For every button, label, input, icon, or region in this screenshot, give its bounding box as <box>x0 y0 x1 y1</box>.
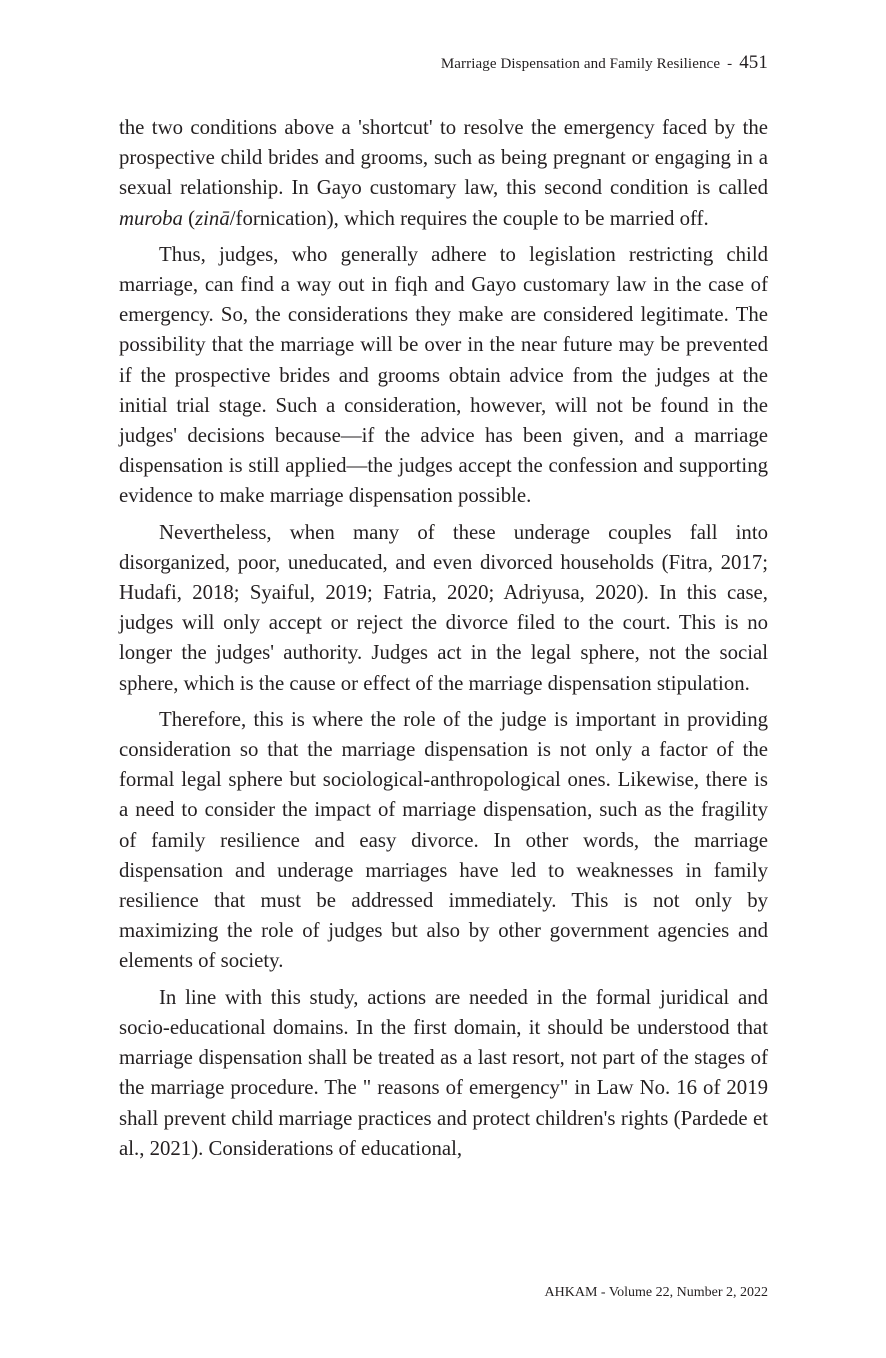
page-number: 451 <box>739 52 768 73</box>
paragraph-2: Thus, judges, who generally adhere to legislation restricting child marriage, can find a way out in fiqh and Gayo customary law in the case of emergency. So, the considerations they make are considered legitimate. The possibility that the marriage will be over in the near future may be prevented if the prospective brides and grooms obtain advice from the judges at the initial trial stage. Such a consideration, however, will not be found in the judges' decisions because—if the advice has been given, and a marriage dispensation is still applied—the judges accept the confession and supporting evidence to make marriage dispensation possible. <box>119 242 768 508</box>
paragraph-5: In line with this study, actions are needed in the formal juridical and socio-educational domains. In the first domain, it should be understood that marriage dispensation shall be treated as a last resort, not part of the stages of the marriage procedure. The " reasons of emergency" in Law No. 16 of 2019 shall prevent child marriage practices and protect children's rights (Pardede et al., 2021). Considerations of educational, <box>119 985 768 1160</box>
running-title: Marriage Dispensation and Family Resilience <box>440 56 721 72</box>
running-header <box>441 52 768 74</box>
paragraph-3: Nevertheless, when many of these underage couples fall into disorganized, poor, uneducated, and even divorced households (Fitra, 2017; Hudafi, 2018; Syaiful, 2019; Fatria, 2020; Adriyusa, 2020). In this case, judges will only accept or reject the divorce filed to the court. This is no longer the judges' authority. Judges act in the legal sphere, not the social sphere, which is the cause or effect of the marriage dispensation stipulation. <box>119 520 768 695</box>
paragraph-1-after: /fornication), which requires the couple to be married off. <box>229 206 709 230</box>
paragraph-1-before: the two conditions above a 'shortcut' to resolve the emergency faced by the prospective child brides and grooms, such as being pregnant or engaging in a sexual relationship. In Gayo customary law, this second condition is called <box>119 116 768 200</box>
paragraph-4: Therefore, this is where the role of the judge is important in providing consideration so that the marriage dispensation is not only a factor of the formal legal sphere but sociological-anthropological ones. Likewise, there is a need to consider the impact of marriage dispensation, such as the fragility of family resilience and easy divorce. In other words, the marriage dispensation and underage marriages have led to weaknesses in family resilience that must be addressed immediately. This is not only by maximizing the role of judges but also by other government agencies and elements of society. <box>119 707 768 973</box>
term-zina: zinā <box>195 206 230 230</box>
paragraph-1 <box>119 113 768 234</box>
paragraph-1-middle: ( <box>182 206 196 230</box>
header-separator: - <box>727 56 733 72</box>
term-muroba: muroba <box>119 206 183 230</box>
running-footer: AHKAM - Volume 22, Number 2, 2022 <box>544 1285 768 1300</box>
article-body <box>119 113 768 1170</box>
